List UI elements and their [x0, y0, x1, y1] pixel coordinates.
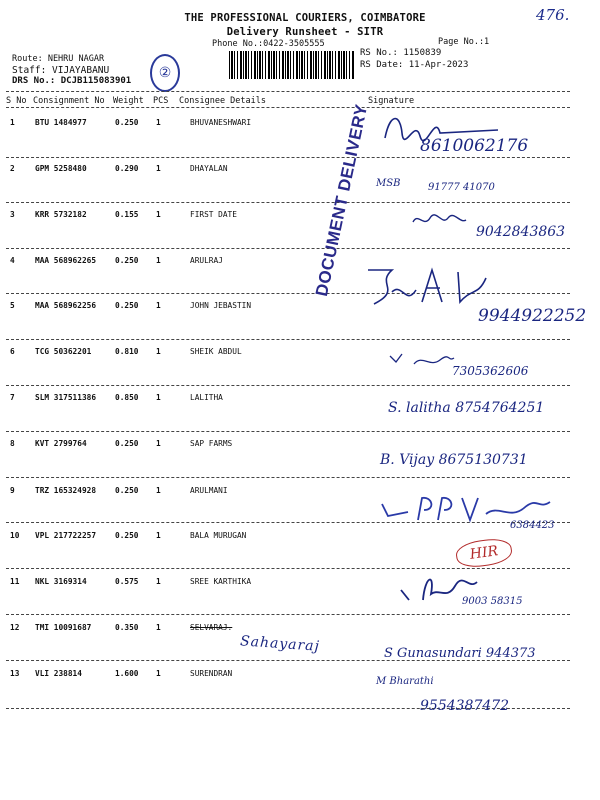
row-consignment: MAA 568962256 [35, 301, 97, 310]
table-row [0, 531, 600, 541]
row-pcs: 1 [156, 301, 161, 310]
row-consignment: KVT 2799764 [35, 439, 87, 448]
row-sno: 6 [10, 347, 15, 356]
row-pcs: 1 [156, 256, 161, 265]
signature-text: M Bharathi [376, 676, 434, 687]
row-consignment: TRZ 165324928 [35, 486, 97, 495]
route-label: Route: NEHRU NAGAR [12, 54, 105, 64]
table-row [0, 577, 600, 587]
row-weight: 0.290 [115, 164, 139, 173]
divider [6, 477, 570, 478]
col-sno: S No [6, 96, 27, 106]
table-row [0, 210, 600, 220]
signature-phone: 9003 58315 [462, 596, 523, 607]
handwritten-name: Sahayaraj [239, 633, 321, 655]
divider [6, 568, 570, 569]
row-pcs: 1 [156, 210, 161, 219]
row-consignment: MAA 568962265 [35, 256, 97, 265]
divider [6, 202, 570, 203]
row-sno: 2 [10, 164, 15, 173]
phone-number: Phone No.:0422-3505555 [212, 39, 325, 49]
row-consignment: KRR 5732182 [35, 210, 87, 219]
table-row [0, 669, 600, 679]
staff-label: Staff: VIJAYABANU [12, 65, 110, 76]
col-pcs: PCS [153, 96, 169, 106]
row-weight: 0.250 [115, 439, 139, 448]
row-sno: 8 [10, 439, 15, 448]
row-consignee: SREE KARTHIKA [190, 577, 252, 586]
signature-scribble [362, 262, 522, 312]
divider [6, 248, 570, 249]
row-sno: 1 [10, 118, 15, 127]
row-consignee: FIRST DATE [190, 210, 237, 219]
table-row [0, 164, 600, 174]
row-consignee: SAP FARMS [190, 439, 233, 448]
row-consignee: DHAYALAN [190, 164, 228, 173]
row-consignment: TCG 50362201 [35, 347, 92, 356]
signature-text: MSB [376, 178, 401, 189]
divider [6, 614, 570, 615]
signature-text: S. lalitha 8754764251 [388, 400, 545, 416]
row-pcs: 1 [156, 486, 161, 495]
signature-phone: 7305362606 [452, 364, 529, 378]
handwritten-count: 476. [536, 6, 570, 24]
row-consignee: BALA MURUGAN [190, 531, 247, 540]
row-sno: 5 [10, 301, 15, 310]
row-sno: 7 [10, 393, 15, 402]
row-pcs: 1 [156, 439, 161, 448]
row-consignment: VLI 238814 [35, 669, 82, 678]
row-weight: 0.250 [115, 486, 139, 495]
row-weight: 0.850 [115, 393, 139, 402]
signature-scribble [388, 352, 458, 372]
row-consignment: BTU 1484977 [35, 118, 87, 127]
row-pcs: 1 [156, 118, 161, 127]
divider [6, 385, 570, 386]
company-name: THE PROFESSIONAL COURIERS, COIMBATORE [184, 12, 426, 24]
row-consignment: SLM 317511386 [35, 393, 97, 402]
row-weight: 1.600 [115, 669, 139, 678]
table-row [0, 623, 600, 633]
row-consignee: ARULMANI [190, 486, 228, 495]
row-sno: 12 [10, 623, 20, 632]
col-consignee: Consignee Details [179, 96, 266, 106]
signature-phone: 9944922252 [478, 306, 587, 326]
signature-phone: 6384423 [510, 520, 555, 531]
signature-text: B. Vijay 8675130731 [380, 452, 528, 468]
page-number: Page No.:1 [438, 37, 490, 47]
document-delivery-stamp: DOCUMENT DELIVERY [312, 102, 372, 298]
row-consignment: VPL 217722257 [35, 531, 97, 540]
row-weight: 0.250 [115, 301, 139, 310]
row-sno: 4 [10, 256, 15, 265]
row-consignment: TMI 10091687 [35, 623, 92, 632]
row-consignee: BHUVANESHWARI [190, 118, 252, 127]
row-consignee: SHEIK ABDUL [190, 347, 242, 356]
rs-date: RS Date: 11-Apr-2023 [360, 60, 469, 70]
row-consignment: GPM 5258480 [35, 164, 87, 173]
row-weight: 0.250 [115, 118, 139, 127]
table-row [0, 347, 600, 357]
hir-mark: HIR [454, 536, 513, 570]
row-weight: 0.575 [115, 577, 139, 586]
row-consignee: SURENDRAN [190, 669, 233, 678]
circled-mark: ② [150, 54, 180, 92]
row-consignee: JOHN JEBASTIN [190, 301, 252, 310]
signature-phone: 9042843863 [476, 224, 566, 240]
divider [6, 157, 570, 158]
row-pcs: 1 [156, 347, 161, 356]
row-pcs: 1 [156, 577, 161, 586]
row-sno: 10 [10, 531, 20, 540]
row-weight: 0.350 [115, 623, 139, 632]
col-consignment: Consignment No [33, 96, 105, 106]
barcode [229, 51, 355, 79]
row-pcs: 1 [156, 623, 161, 632]
row-sno: 3 [10, 210, 15, 219]
signature-phone: 8610062176 [420, 136, 529, 156]
table-row [0, 439, 600, 449]
signature-scribble [410, 210, 470, 230]
row-weight: 0.250 [115, 531, 139, 540]
row-sno: 13 [10, 669, 20, 678]
row-consignee: SELVARAJ. [190, 623, 233, 632]
divider [6, 91, 570, 92]
row-consignment: NKL 3169314 [35, 577, 87, 586]
signature-text: S Gunasundari 944373 [384, 646, 536, 661]
row-weight: 0.155 [115, 210, 139, 219]
runsheet-title: Delivery Runsheet - SITR [226, 26, 384, 38]
row-pcs: 1 [156, 669, 161, 678]
col-weight: Weight [113, 96, 144, 106]
signature-phone: 9554387472 [420, 698, 510, 714]
signature-phone: 91777 41070 [428, 182, 495, 193]
table-row [0, 118, 600, 128]
drs-number: DRS No.: DCJB115083901 [12, 76, 132, 86]
col-signature: Signature [368, 96, 415, 106]
row-consignee: LALITHA [190, 393, 223, 402]
row-weight: 0.250 [115, 256, 139, 265]
row-consignee: ARULRAJ [190, 256, 223, 265]
row-sno: 9 [10, 486, 15, 495]
row-weight: 0.810 [115, 347, 139, 356]
row-pcs: 1 [156, 164, 161, 173]
row-pcs: 1 [156, 531, 161, 540]
rs-number: RS No.: 1150839 [360, 48, 442, 58]
divider [6, 339, 570, 340]
row-pcs: 1 [156, 393, 161, 402]
divider [6, 431, 570, 432]
row-sno: 11 [10, 577, 20, 586]
